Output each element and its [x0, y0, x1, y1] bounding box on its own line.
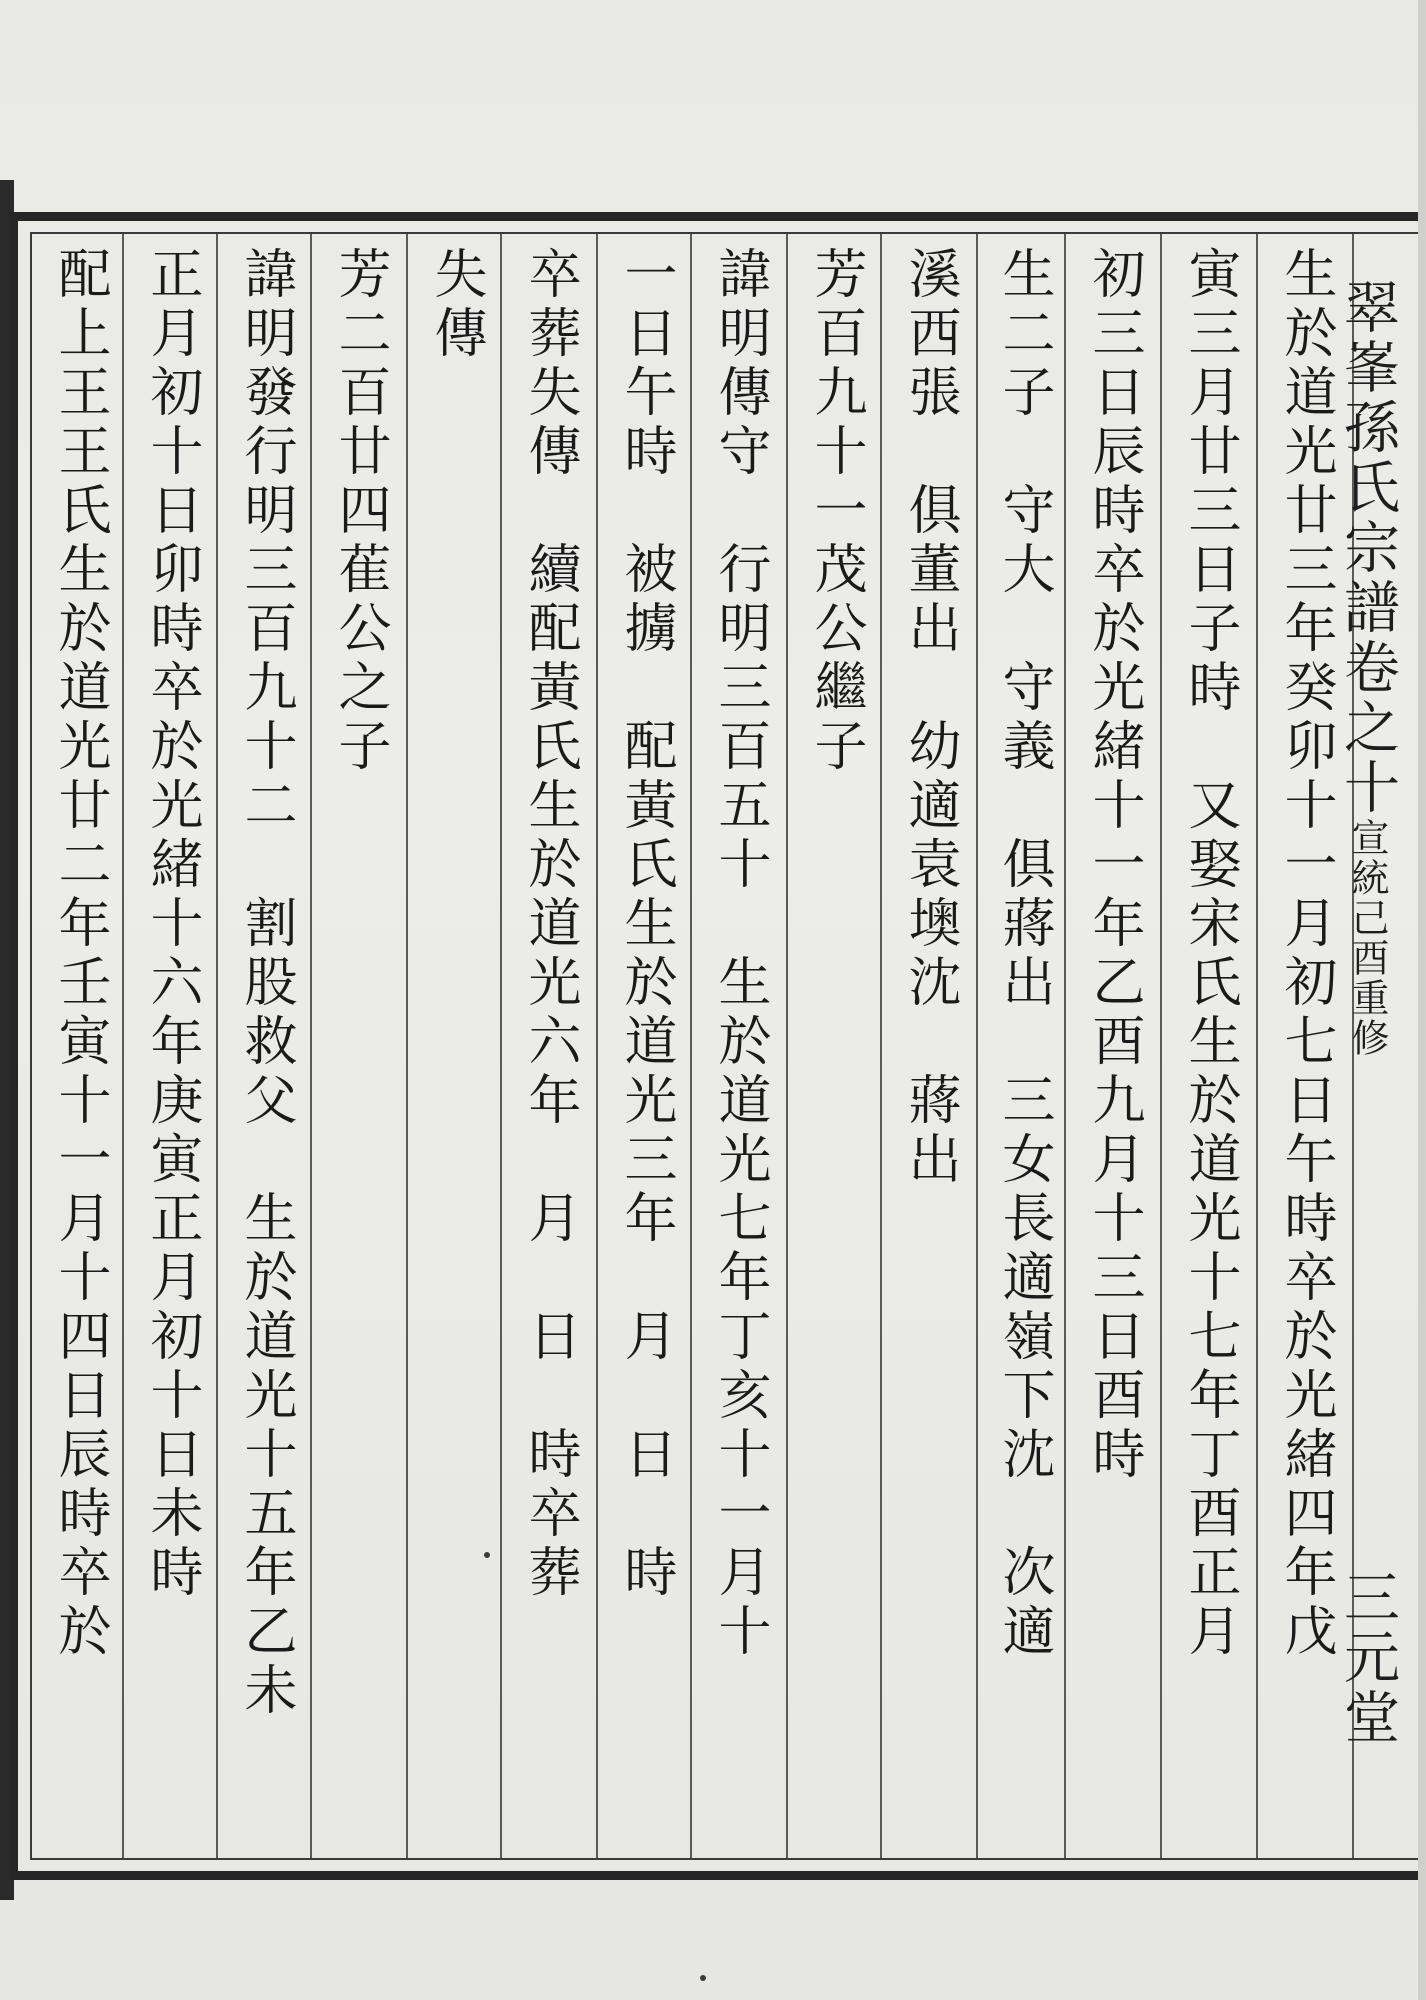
column-rule	[596, 234, 598, 1858]
text-column: 卒葬失傳 續配黃氏生於道光六年 月 日 時卒葬	[520, 246, 581, 1603]
text-column: 生於道光廿三年癸卯十一月初七日午時卒於光緒四年戊	[1276, 246, 1337, 1662]
column-rule	[406, 234, 408, 1858]
text-column: 溪西張 俱董出 幼適袁墺沈 蔣出	[900, 246, 961, 1190]
book-title: 翠峯孫氏宗譜	[1335, 278, 1400, 638]
text-column: 配上王王氏生於道光廿二年壬寅十一月十四日辰時卒於	[50, 246, 111, 1662]
column-rule	[122, 234, 124, 1858]
text-column: 寅三月廿三日子時 又娶宋氏生於道光十七年丁酉正月	[1180, 246, 1241, 1662]
ink-speck	[484, 1552, 490, 1558]
text-column: 一日午時 被擄 配黃氏生於道光三年 月 日 時	[616, 246, 677, 1603]
text-column: 正月初十日卯時卒於光緒十六年庚寅正月初十日未時	[142, 246, 203, 1603]
text-column: 初三日辰時卒於光緒十一年乙酉九月十三日酉時	[1084, 246, 1145, 1485]
column-rule	[310, 234, 312, 1858]
edition-note: 宣統己酉重修	[1345, 818, 1389, 1058]
column-rule	[1064, 234, 1066, 1858]
ink-speck	[700, 1975, 706, 1981]
text-column: 芳百九十一茂公繼子	[806, 246, 867, 777]
text-column: 失傳	[426, 246, 487, 364]
text-column: 芳二百廿四萑公之子	[330, 246, 391, 777]
column-rule	[216, 234, 218, 1858]
column-rule	[976, 234, 978, 1858]
text-column: 生二子 守大 守義 俱蔣出 三女長適嶺下沈 次適	[994, 246, 1055, 1662]
column-rule	[786, 234, 788, 1858]
column-rule	[690, 234, 692, 1858]
column-rule	[880, 234, 882, 1858]
text-column: 諱明傳守 行明三百五十 生於道光七年丁亥十一月十	[710, 246, 771, 1662]
hall-name-block	[1335, 1530, 1426, 1850]
text-column: 諱明發行明三百九十二 割股救父 生於道光十五年乙未	[236, 246, 297, 1721]
column-rule	[500, 234, 502, 1858]
hall-name: 三元堂	[1335, 1568, 1400, 1748]
column-rule	[1256, 234, 1258, 1858]
volume-number: 卷之十	[1335, 638, 1400, 818]
column-rule	[1160, 234, 1162, 1858]
